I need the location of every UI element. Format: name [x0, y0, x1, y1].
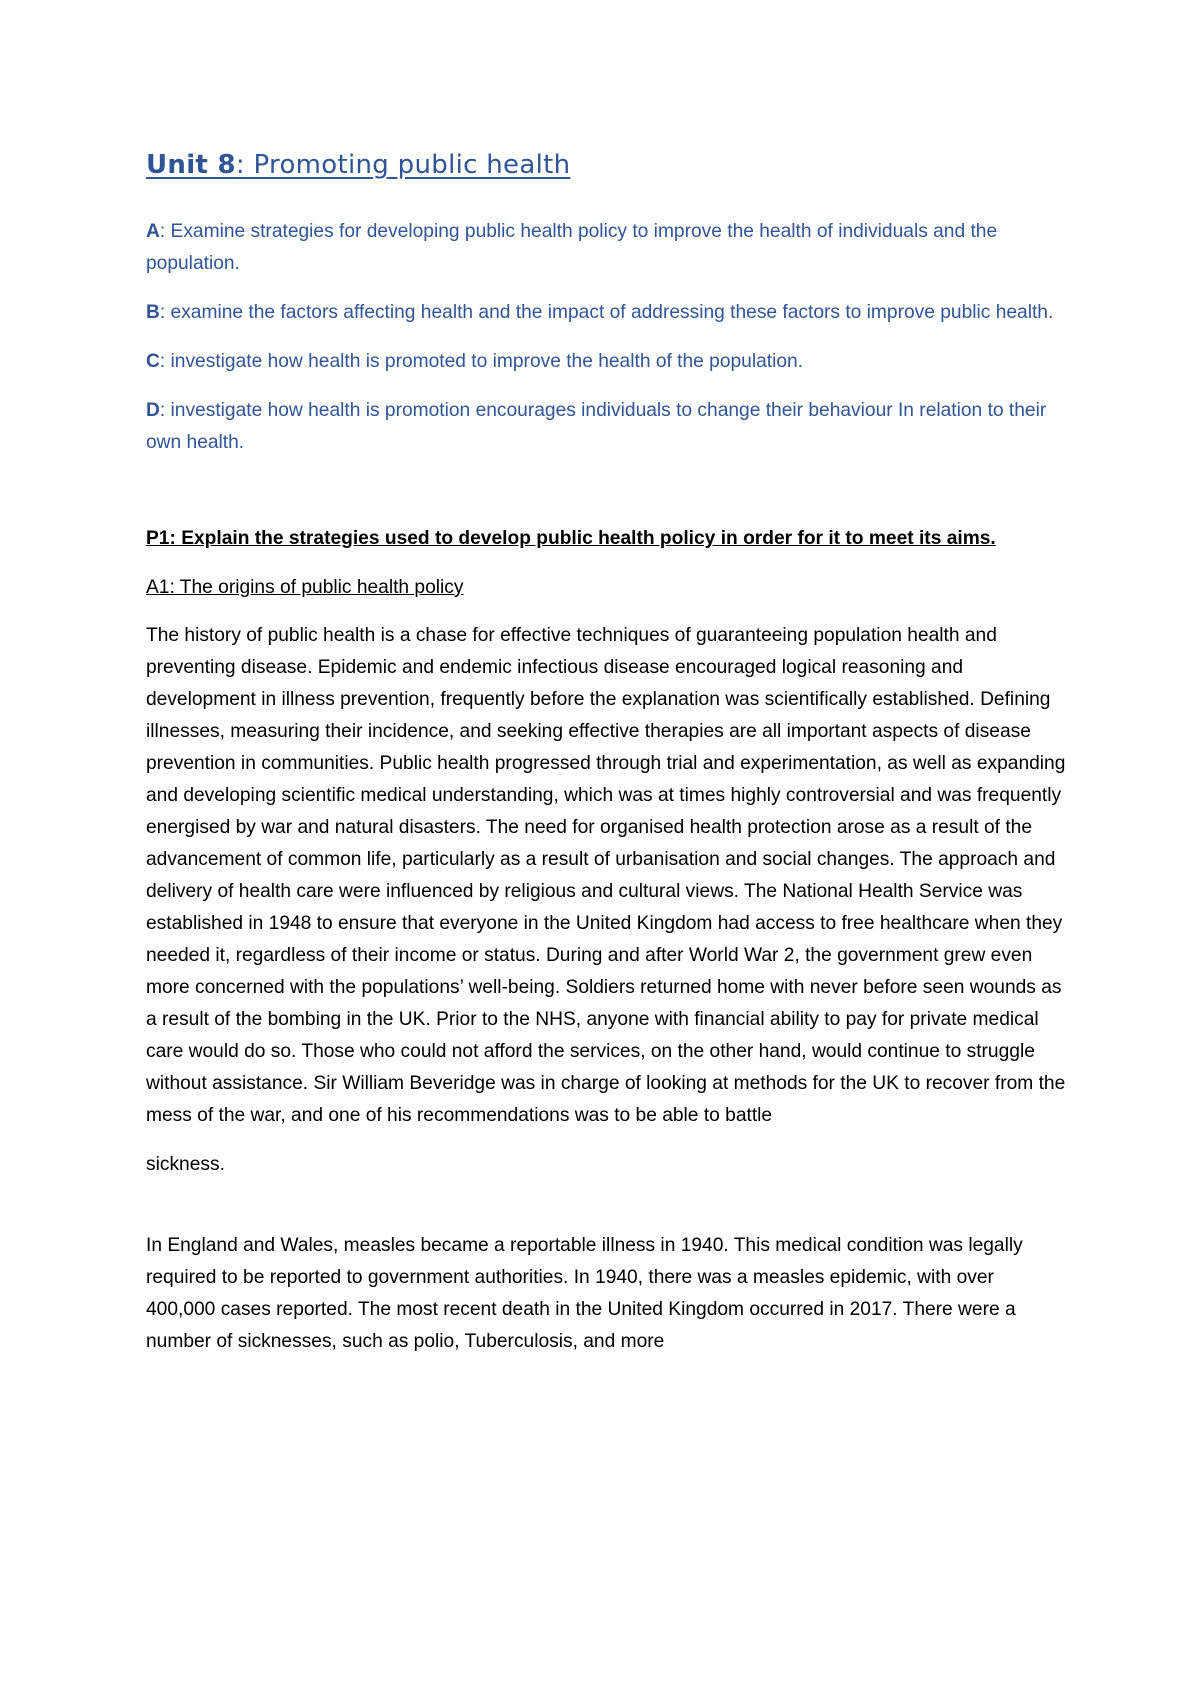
section-heading-p1: P1: Explain the strategies used to develop public health policy in order for it to meet its aims.	[146, 528, 996, 549]
objective-b	[146, 297, 1066, 329]
objective-letter: D	[146, 400, 160, 421]
objective-letter: C	[146, 351, 160, 372]
title-text: : Promoting public health	[235, 150, 571, 180]
paragraph-origins: The history of public health is a chase for effective techniques of guaranteeing population health and preventing disease. Epidemic and endemic infectious disease encouraged logical reasoning and development in illness prevention, frequently before the explanation was scientifically established. Defining illnesses, measuring their incidence, and seeking effective therapies are all important aspects of disease prevention in communities. Public health progressed through trial and experimentation, as well as expanding and developing scientific medical understanding, which was at times highly controversial and was frequently energised by war and natural disasters. The need for organised health protection arose as a result of the advancement of common life, particularly as a result of urbanisation and social changes. The approach and delivery of health care were influenced by religious and cultural views. The National Health Service was established in 1948 to ensure that everyone in the United Kingdom had access to free healthcare when they needed it, regardless of their income or status. During and after World War 2, the government grew even more concerned with the populations’ well-being. Soldiers returned home with never before seen wounds as a result of the bombing in the UK. Prior to the NHS, anyone with financial ability to pay for private medical care would do so. Those who could not afford the services, on the other hand, would continue to struggle without assistance. Sir William Beveridge was in charge of looking at methods for the UK to recover from the mess of the war, and one of his recommendations was to be able to battle	[146, 625, 1066, 1126]
document-content	[146, 150, 1066, 1375]
paragraph-continuation: sickness.	[146, 1154, 225, 1175]
title-unit: Unit 8	[146, 150, 236, 180]
objective-c	[146, 346, 1066, 378]
objective-letter: B	[146, 302, 160, 323]
paragraph-spacer	[146, 1198, 1066, 1230]
objective-text: : investigate how health is promotion encourages individuals to change their behaviour In relation to their own health.	[146, 400, 1047, 453]
objective-letter: A	[146, 221, 160, 242]
document-title	[146, 150, 1066, 180]
objective-d	[146, 395, 1066, 459]
paragraph-measles: In England and Wales, measles became a reportable illness in 1940. This medical condition was legally required to be reported to government authorities. In 1940, there was a measles epidemic, with over 400,000 cases reported. The most recent death in the United Kingdom occurred in 2017. There were a number of sicknesses, such as polio, Tuberculosis, and more	[146, 1235, 1023, 1352]
subheading-a1: A1: The origins of public health policy	[146, 577, 464, 598]
objective-text: : examine the factors affecting health and the impact of addressing these factors to improve public health.	[159, 302, 1054, 323]
objective-text: : Examine strategies for developing public health policy to improve the health of individuals and the population.	[146, 221, 998, 274]
objective-a	[146, 216, 1066, 280]
objective-text: : investigate how health is promoted to improve the health of the population.	[159, 351, 804, 372]
